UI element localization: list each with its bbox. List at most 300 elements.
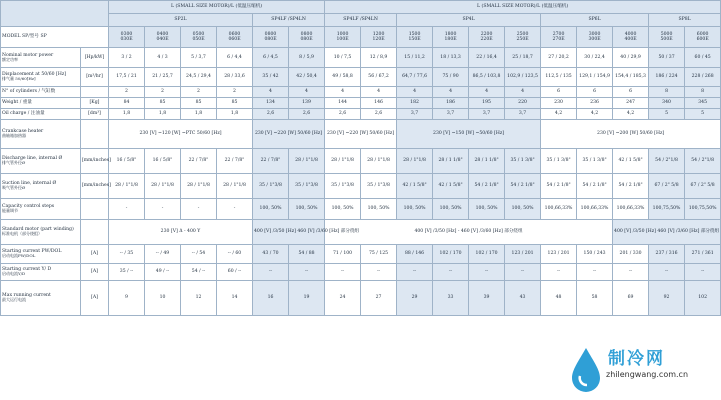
value-cell: 85 [145,98,181,109]
value-cell: 4,2 [577,109,613,120]
series-header: SP4LF /SP4LN [325,14,397,27]
value-cell: 5 [649,109,685,120]
row-label [1,68,81,87]
value-cell: 71 / 100 [325,245,361,264]
value-cell: -- [361,264,397,281]
model-code-bottom: 120E [372,37,385,42]
value-cell: 100, 50% [289,199,325,220]
value-cell: 56 / 67,2 [361,68,397,87]
value-cell: 16 [253,281,289,316]
value-cell: 85 [217,98,253,109]
value-cell: 102 / 170 [433,245,469,264]
row-unit [81,87,109,98]
value-cell: 19 [289,281,325,316]
series-header: SP2L [109,14,253,27]
value-cell: 92 [649,281,685,316]
model-code-top: 4000 [624,31,637,37]
value-cell: 4 [253,87,289,98]
table-row [1,149,721,174]
model-code-cell [181,27,217,48]
value-cell: 4,2 [541,109,577,120]
value-cell: 28 / 1"1/8 [325,149,361,174]
value-cell: 24,5 / 29,4 [181,68,217,87]
value-cell: 2 [109,87,145,98]
value-cell: -- [469,264,505,281]
value-cell: 14 [217,281,253,316]
model-code-bottom: 400E [624,37,637,42]
row-label-en: Suction line, internal Ø [2,181,57,187]
value-cell: 54 / 2 1/8" [541,174,577,199]
table-body [1,48,721,316]
value-cell: - [181,199,217,220]
model-code-bottom: 250E [516,37,529,42]
value-cell: 10 / 7,5 [325,48,361,68]
row-unit: [m³/hr] [81,68,109,87]
value-cell: 100, 50% [325,199,361,220]
row-label-en: Crankcase heater [2,129,44,135]
table-row [1,199,721,220]
row-label [1,174,81,199]
value-cell: -- [253,264,289,281]
row-label-en: Max running current [2,293,51,299]
value-cell: 84 [109,98,145,109]
row-label-cn: 额定功率 [2,56,18,62]
value-cell: 247 [613,98,649,109]
value-cell: 25 / 18,7 [505,48,541,68]
model-code-bottom: 150E [408,37,421,42]
value-cell: 3,7 [505,109,541,120]
model-code-cell [217,27,253,48]
value-cell: 236 [577,98,613,109]
value-cell: 75 / 125 [361,245,397,264]
value-cell: 24 [325,281,361,316]
merged-value-cell: 230 [V] ~220 [W] 50/60 [Hz] [253,120,325,149]
value-cell: -- [325,264,361,281]
table-row [1,281,721,316]
value-cell: 28 / 1"1/8 [361,149,397,174]
value-cell: 43 [505,281,541,316]
value-cell: -- [289,264,325,281]
value-cell: 28 / 33,6 [217,68,253,87]
value-cell: 39 [469,281,505,316]
row-label [1,281,81,316]
row-label-en: Oil charge / 注油量 [2,111,45,117]
table-row [1,48,721,68]
model-code-bottom: 300E [588,37,601,42]
value-cell: 35 / 1"3/8 [253,174,289,199]
value-cell: 43 / 70 [253,245,289,264]
row-unit: [dm³] [81,109,109,120]
value-cell: 182 [397,98,433,109]
row-label [1,220,81,245]
water-drop-icon [568,346,604,394]
row-label [1,87,81,98]
row-label-cn: 曲轴箱加热器 [2,133,26,139]
value-cell: 6 / 4,5 [253,48,289,68]
value-cell: 1,8 [109,109,145,120]
value-cell: 100,66,33% [577,199,613,220]
table-row [1,120,721,149]
value-cell: 2,6 [253,109,289,120]
model-code-top: 1500 [408,31,421,37]
value-cell: 230 [541,98,577,109]
value-cell: 100,66,33% [541,199,577,220]
value-cell: 220 [505,98,541,109]
value-cell: 85 [181,98,217,109]
value-cell: 123 / 201 [505,245,541,264]
value-cell: 28 / 1 1/8" [469,149,505,174]
value-cell: - [217,199,253,220]
group-header-right: L (SMALL SIZE MOTOR)/L (低温压缩机) [325,1,721,14]
value-cell: 35 / 1"3/8 [325,174,361,199]
row-label-en: Standard motor (part winding) [2,227,74,233]
value-cell: 22 / 16,4 [469,48,505,68]
merged-value-cell: 400 [V] /3/50 [Hz] - 460 [V] /3/60 [Hz] 部分绕组 [325,220,613,245]
value-cell: 129,1 / 154,9 [577,68,613,87]
model-code-cell [145,27,181,48]
value-cell: 60 / 45 [685,48,721,68]
value-cell: 2,6 [325,109,361,120]
value-cell: 54 / 2 1/8" [469,174,505,199]
value-cell: 30 / 22,4 [577,48,613,68]
value-cell: 42 / 50,4 [289,68,325,87]
model-code-top: 0800 [300,31,313,37]
value-cell: 123 / 201 [541,245,577,264]
row-label [1,120,81,149]
row-label [1,98,81,109]
series-header: SP8L [649,14,721,27]
value-cell: 29 [397,281,433,316]
watermark [560,340,698,398]
value-cell: 4 [433,87,469,98]
value-cell: 100, 50% [397,199,433,220]
value-cell: 48 [541,281,577,316]
row-label-cn: 启动电流PW/DOL [2,253,36,259]
series-header: SP4LF /SP4LN [253,14,325,27]
value-cell: 40 / 29,9 [613,48,649,68]
value-cell: 1,8 [145,109,181,120]
row-label [1,149,81,174]
value-cell: 6 [577,87,613,98]
value-cell: -- [433,264,469,281]
value-cell: 2,6 [361,109,397,120]
value-cell: 10 [145,281,181,316]
value-cell: 3 / 2 [109,48,145,68]
watermark-title: 制冷网 [608,349,665,369]
model-code-bottom: 080E [264,37,277,42]
value-cell: 112,5 / 135 [541,68,577,87]
value-cell: -- [577,264,613,281]
value-cell: 4 [361,87,397,98]
value-cell: 33 [433,281,469,316]
value-cell: 22 / 7/8" [181,149,217,174]
row-unit [81,220,109,245]
value-cell: 9 [109,281,145,316]
series-header: SP4L [397,14,541,27]
value-cell: 49 / 58,8 [325,68,361,87]
value-cell: 16 / 5/8" [109,149,145,174]
value-cell: 4,2 [613,109,649,120]
value-cell: 186 / 224 [649,68,685,87]
value-cell: 201 / 330 [613,245,649,264]
value-cell: -- [505,264,541,281]
value-cell: 2,6 [289,109,325,120]
row-label-cn: 吸气管外径Ø [2,185,26,191]
value-cell: 237 / 316 [649,245,685,264]
value-cell: -- [613,264,649,281]
model-code-bottom: 030E [120,37,133,42]
value-cell: 28 / 1"1/8 [109,174,145,199]
row-label-en: Nominal motor power [2,52,54,58]
model-code-bottom: 040E [156,37,169,42]
merged-value-cell: 230 [V] Δ - 400 Y [109,220,253,245]
value-cell: 102,9 / 123,5 [505,68,541,87]
value-cell: 4 [397,87,433,98]
row-unit: [A] [81,245,109,264]
model-code-cell [649,27,685,48]
row-label-cn: 能量调节 [2,208,18,214]
model-code-cell [361,27,397,48]
value-cell: 54 / 88 [289,245,325,264]
value-cell: 27 / 20,2 [541,48,577,68]
value-cell: 15 / 11,2 [397,48,433,68]
value-cell: 67 / 2" 5/8 [685,174,721,199]
value-cell: 22 / 7/8" [253,149,289,174]
model-code-cell [613,27,649,48]
row-label-en: Displacement at 50/60 [Hz] [2,72,67,78]
row-unit [81,199,109,220]
value-cell: 150 / 243 [577,245,613,264]
value-cell: 6 / 4,4 [217,48,253,68]
row-label-cn: 标准电机（部分绕组） [2,231,42,237]
value-cell: 100, 50% [253,199,289,220]
row-label-en: Starting current PW/DOL [2,249,62,255]
model-code-cell [109,27,145,48]
model-code-top: 2700 [552,31,565,37]
row-label-cn: 排气管外径Ø [2,160,26,166]
model-code-top: 0800 [264,31,277,37]
row-unit: [mm/inches] [81,149,109,174]
value-cell: 3,7 [469,109,505,120]
merged-value-cell: 230 [V] ~200 [W] 50/60 [Hz] [541,120,721,149]
value-cell: 100, 50% [361,199,397,220]
value-cell: 50 / 37 [649,48,685,68]
value-cell: 28 / 1"1/8 [145,174,181,199]
row-label [1,264,81,281]
model-code-bottom: 060E [228,37,241,42]
value-cell: -- [541,264,577,281]
value-cell: 28 / 1 1/8" [433,149,469,174]
value-cell: -- [649,264,685,281]
value-cell: 49 / -- [145,264,181,281]
model-code-top: 2500 [516,31,529,37]
value-cell: 22 / 7/8" [217,149,253,174]
value-cell: 28 / 1"1/8 [217,174,253,199]
value-cell: 35 / -- [109,264,145,281]
value-cell: 16 / 5/8" [145,149,181,174]
value-cell: 8 [649,87,685,98]
value-cell: 6 [613,87,649,98]
row-unit: [Hp/kW] [81,48,109,68]
model-code-top: 2200 [480,31,493,37]
value-cell: 60 / -- [217,264,253,281]
value-cell: 186 [433,98,469,109]
value-cell: 67 / 2" 5/8 [649,174,685,199]
value-cell: 54 / 2 1/8" [613,174,649,199]
value-cell: 35 / 1 3/8" [577,149,613,174]
row-label [1,199,81,220]
value-cell: 21 / 25,7 [145,68,181,87]
value-cell: -- / 35 [109,245,145,264]
row-label [1,109,81,120]
row-label-en: N° of cylinders / 气缸数 [2,89,56,95]
value-cell: 86,5 / 103,8 [469,68,505,87]
value-cell: 134 [253,98,289,109]
table-row [1,98,721,109]
row-unit [81,120,109,149]
table-row [1,220,721,245]
value-cell: 271 / 361 [685,245,721,264]
row-label-cn: 排气量 50/60[Hz] [2,76,36,82]
value-cell: 8 / 5,9 [289,48,325,68]
value-cell: 54 / 2 1/8" [577,174,613,199]
value-cell: 58 [577,281,613,316]
model-code-cell [433,27,469,48]
value-cell: 54 / 2"1/8 [649,149,685,174]
value-cell: 3,7 [397,109,433,120]
value-cell: 228 / 268 [685,68,721,87]
row-unit: [A] [81,264,109,281]
value-cell: 69 [613,281,649,316]
value-cell: 139 [289,98,325,109]
value-cell: 4 / 3 [145,48,181,68]
value-cell: 6 [541,87,577,98]
row-unit: [A] [81,281,109,316]
value-cell: -- [685,264,721,281]
value-cell: 100, 50% [505,199,541,220]
model-code-top: 1000 [336,31,349,37]
value-cell: 54 / -- [181,264,217,281]
value-cell: - [109,199,145,220]
value-cell: 340 [649,98,685,109]
model-code-cell [325,27,361,48]
value-cell: 35 / 1"3/8 [361,174,397,199]
value-cell: 1,8 [181,109,217,120]
model-code-top: 5000 [660,31,673,37]
value-cell: 102 / 170 [469,245,505,264]
model-code-bottom: 080E [300,37,313,42]
model-label: MODEL SP/型号 SP [1,27,109,48]
model-code-top: 1800 [444,31,457,37]
value-cell: 17,5 / 21 [109,68,145,87]
row-label-en: Weight / 重量 [2,100,32,106]
row-unit: [mm/inches] [81,174,109,199]
value-cell: -- / 60 [217,245,253,264]
value-cell: 88 / 146 [397,245,433,264]
model-code-cell [505,27,541,48]
row-label-cn: 启动电流Y/D [2,271,26,277]
value-cell: 4 [469,87,505,98]
value-cell: 5 / 3,7 [181,48,217,68]
model-code-cell [685,27,721,48]
model-code-cell [541,27,577,48]
value-cell: 2 [181,87,217,98]
value-cell: -- [397,264,433,281]
group-header-left: L (SMALL SIZE MOTOR)/L (低温压缩机) [109,1,325,14]
value-cell: 42 / 1 5/8" [433,174,469,199]
value-cell: 27 [361,281,397,316]
model-code-bottom: 500E [660,37,673,42]
series-header: SP6L [541,14,649,27]
value-cell: 195 [469,98,505,109]
value-cell: - [145,199,181,220]
value-cell: 12 [181,281,217,316]
value-cell: 35 / 42 [253,68,289,87]
model-code-top: 0500 [192,31,205,37]
value-cell: 100,66,33% [613,199,649,220]
corner-cell [1,1,109,27]
row-label-en: Capacity control steps [2,204,55,210]
value-cell: -- / 54 [181,245,217,264]
value-cell: 42 / 1 5/8" [613,149,649,174]
value-cell: 35 / 1 3/8" [505,149,541,174]
merged-value-cell: 400 [V] /3/50 [Hz] 460 [V] /3/60 [Hz] 部分绕组 [613,220,721,245]
model-code-top: 0400 [156,31,169,37]
value-cell: 28 / 1"1/8 [397,149,433,174]
value-cell: 4 [325,87,361,98]
row-label-en: Discharge line, internal Ø [2,156,63,162]
row-unit: [Kg] [81,98,109,109]
merged-value-cell: 230 [V] ~120 [W] ~PTC 50/60 [Hz] [109,120,253,149]
value-cell: 54 / 2 1/8" [505,174,541,199]
model-code-bottom: 270E [552,37,565,42]
model-code-bottom: 600E [696,37,709,42]
value-cell: 100,75,50% [649,199,685,220]
table-row [1,174,721,199]
value-cell: 28 / 1"1/8 [181,174,217,199]
value-cell: 28 / 1"1/8 [289,149,325,174]
value-cell: 3,7 [433,109,469,120]
row-label [1,245,81,264]
value-cell: 2 [145,87,181,98]
value-cell: 345 [685,98,721,109]
value-cell: 4 [289,87,325,98]
merged-value-cell: 230 [V] ~220 [W] 50/60 [Hz] [325,120,397,149]
value-cell: 4 [505,87,541,98]
value-cell: 100, 50% [469,199,505,220]
model-code-bottom: 180E [444,37,457,42]
value-cell: 154,4 / 185,3 [613,68,649,87]
model-code-cell [289,27,325,48]
model-code-cell [253,27,289,48]
model-code-top: 0600 [228,31,241,37]
value-cell: 35 / 1 3/8" [541,149,577,174]
value-cell: 35 / 1"3/8 [289,174,325,199]
model-code-top: 0300 [120,31,133,37]
model-code-cell [397,27,433,48]
value-cell: 54 / 2"1/8 [685,149,721,174]
row-label [1,48,81,68]
model-code-top: 3000 [588,31,601,37]
value-cell: 144 [325,98,361,109]
value-cell: 5 [685,109,721,120]
table-row [1,68,721,87]
model-code-bottom: 100E [336,37,349,42]
value-cell: 2 [217,87,253,98]
value-cell: 64,7 / 77,6 [397,68,433,87]
table-row [1,245,721,264]
model-code-cell [577,27,613,48]
